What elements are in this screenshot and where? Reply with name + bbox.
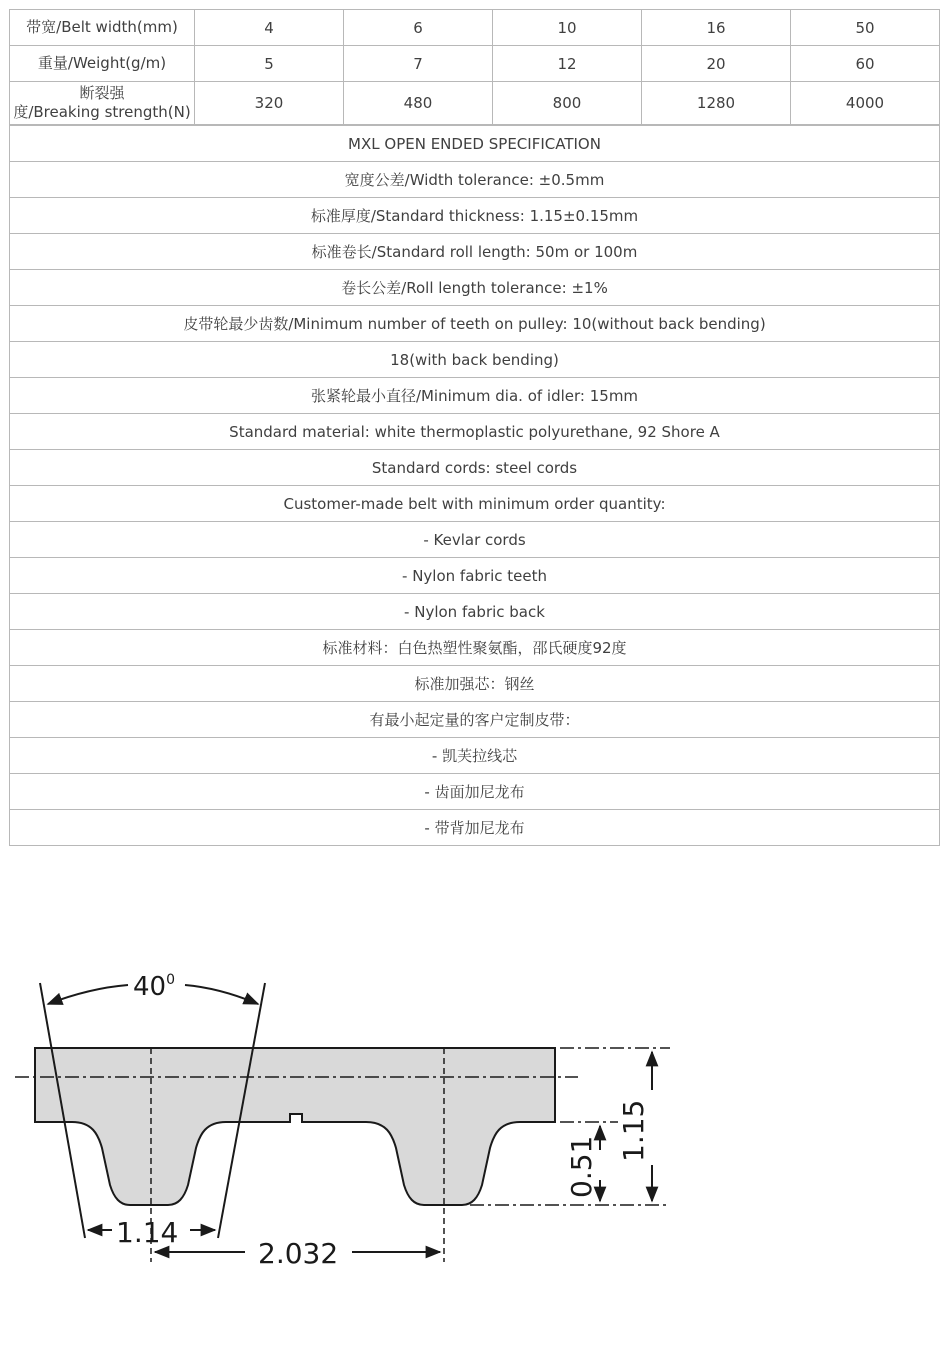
open-ended-spec-table	[9, 125, 940, 846]
angle-label: $40^0$	[133, 972, 176, 1002]
table-row	[10, 234, 940, 270]
table-cell: 12	[493, 46, 642, 82]
table-row	[10, 810, 940, 846]
table-cell: 480	[344, 82, 493, 125]
belt-spec-table	[9, 9, 940, 125]
table-cell: 320	[195, 82, 344, 125]
label-line: 断裂强	[79, 84, 125, 102]
table-row	[10, 270, 940, 306]
table-cell: 50	[791, 10, 940, 46]
row-label-weight: 重量/Weight(g/m)	[10, 46, 195, 82]
label-line: 度/Breaking strength(N)	[13, 103, 191, 121]
angle-arc	[185, 985, 258, 1004]
table-cell: 16	[642, 10, 791, 46]
table-row	[10, 46, 940, 82]
table-cell: 20	[642, 46, 791, 82]
table-cell: 4	[195, 10, 344, 46]
spec-text: - Kevlar cords	[10, 522, 940, 558]
belt-profile-diagram	[0, 960, 700, 1290]
table-row	[10, 486, 940, 522]
spec-text: - 凯芙拉线芯	[10, 738, 940, 774]
table-row	[10, 630, 940, 666]
table-row	[10, 774, 940, 810]
spec-text: - Nylon fabric teeth	[10, 558, 940, 594]
table-row	[10, 522, 940, 558]
pitch-label: 2.032	[258, 1237, 339, 1270]
spec-text: 宽度公差/Width tolerance: ±0.5mm	[10, 162, 940, 198]
spec-text: 标准卷长/Standard roll length: 50m or 100m	[10, 234, 940, 270]
table-row	[10, 702, 940, 738]
spec-text: 标准加强芯：钢丝	[10, 666, 940, 702]
spec-text: - 带背加尼龙布	[10, 810, 940, 846]
table-row	[10, 82, 940, 125]
table-cell: 1280	[642, 82, 791, 125]
spec-text: 18(with back bending)	[10, 342, 940, 378]
table-cell: 6	[344, 10, 493, 46]
table-row	[10, 594, 940, 630]
table-cell: 4000	[791, 82, 940, 125]
spec-text: Customer-made belt with minimum order quantity:	[10, 486, 940, 522]
table-row	[10, 198, 940, 234]
table-cell: 10	[493, 10, 642, 46]
spec-text: - 齿面加尼龙布	[10, 774, 940, 810]
spec-text: 标准厚度/Standard thickness: 1.15±0.15mm	[10, 198, 940, 234]
table-row	[10, 414, 940, 450]
table-cell: 60	[791, 46, 940, 82]
table-row	[10, 558, 940, 594]
angle-arc	[48, 985, 128, 1004]
spec-text: 卷长公差/Roll length tolerance: ±1%	[10, 270, 940, 306]
spec-text: 有最小起定量的客户定制皮带：	[10, 702, 940, 738]
table-cell: 5	[195, 46, 344, 82]
table-row	[10, 450, 940, 486]
spec-text: 张紧轮最小直径/Minimum dia. of idler: 15mm	[10, 378, 940, 414]
tooth-width-label: 1.14	[116, 1216, 179, 1249]
table-row	[10, 342, 940, 378]
spec-text: Standard cords: steel cords	[10, 450, 940, 486]
row-label-width: 带宽/Belt width(mm)	[10, 10, 195, 46]
table-row	[10, 666, 940, 702]
table-row	[10, 738, 940, 774]
tooth-height-label: 0.51	[565, 1135, 598, 1198]
spec-text: 标准材料：白色热塑性聚氨酯，邵氏硬度92度	[10, 630, 940, 666]
row-label-breaking-strength	[10, 82, 195, 125]
total-thickness-label: 1.15	[617, 1099, 650, 1162]
table-row	[10, 162, 940, 198]
spec-text: Standard material: white thermoplastic polyurethane, 92 Shore A	[10, 414, 940, 450]
table-row	[10, 306, 940, 342]
spec-title: MXL OPEN ENDED SPECIFICATION	[10, 126, 940, 162]
table-row	[10, 10, 940, 46]
table-row	[10, 126, 940, 162]
table-cell: 7	[344, 46, 493, 82]
belt-profile-shape	[35, 1048, 555, 1205]
spec-text: - Nylon fabric back	[10, 594, 940, 630]
table-row	[10, 378, 940, 414]
spec-text: 皮带轮最少齿数/Minimum number of teeth on pulley: 10(without back bending)	[10, 306, 940, 342]
table-cell: 800	[493, 82, 642, 125]
